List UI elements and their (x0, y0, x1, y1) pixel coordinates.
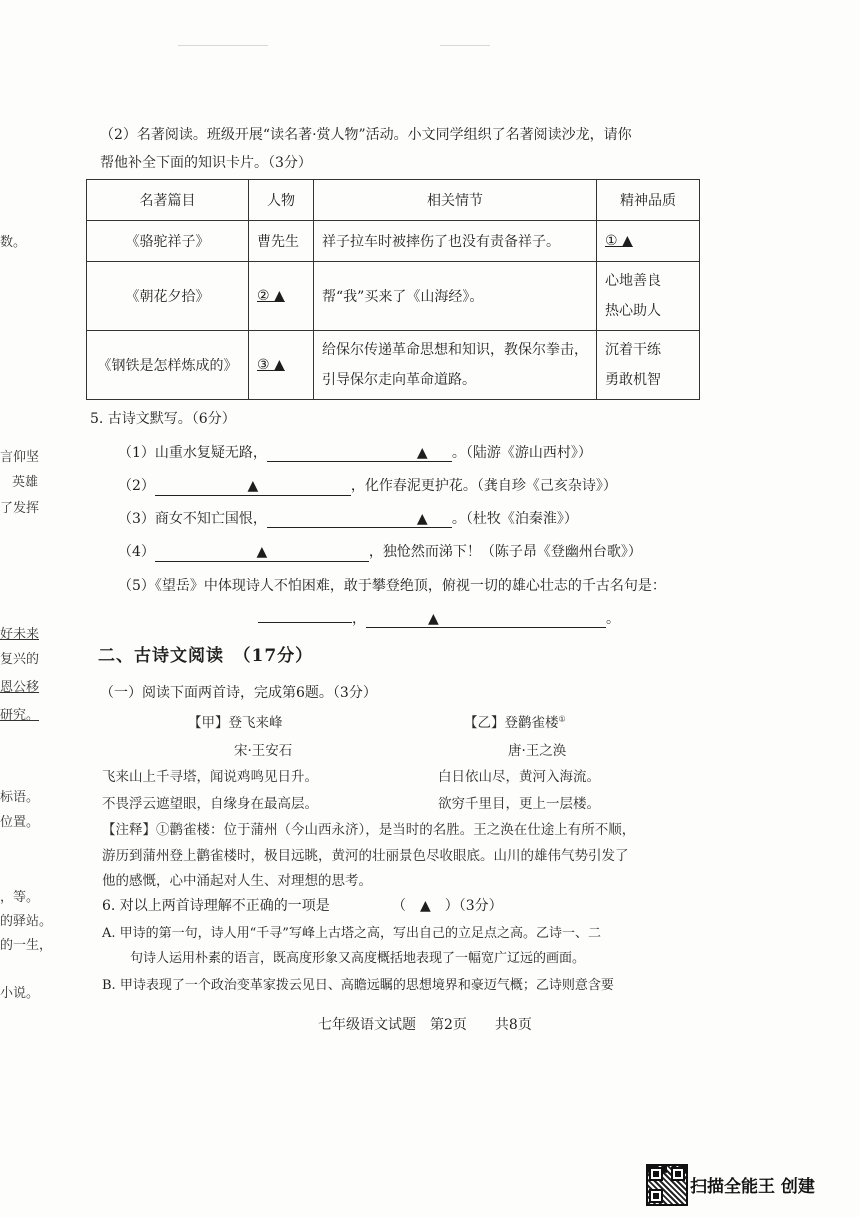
poem-b-line: 欲穷千里目，更上一层楼。 (438, 796, 600, 812)
section-2-sub1: （一）阅读下面两首诗，完成第6题。（3分） (100, 685, 377, 701)
margin-fragment: 了发挥 (0, 501, 40, 516)
q5-item-post: 。（杜牧《泊秦淮》） (451, 511, 578, 527)
q5-item-post: ，化作春泥更护花。（龚自珍《己亥杂诗》） (350, 478, 617, 494)
book-title: 《骆驼祥子》 (87, 221, 249, 262)
answer-blank-2[interactable]: ② ▲ (257, 288, 285, 304)
poem-b-label: 【乙】登鹳雀楼 (464, 715, 559, 731)
q6-stem: 6. 对以上两首诗理解不正确的一项是 (102, 898, 330, 914)
plot-cell (314, 331, 597, 400)
option-a-line: 句诗人运用朴素的语言，既高度形象又高度概括地表现了一幅宽广辽远的画面。 (130, 951, 586, 966)
table-header: 名著篇目 (87, 180, 249, 221)
plot-text: 给保尔传递革命思想和知识，教保尔拳击， (322, 342, 588, 358)
poem-b-title (464, 711, 566, 731)
blank-end: 。 (606, 611, 620, 627)
table-row (87, 221, 700, 262)
table-header: 人物 (249, 180, 314, 221)
table-row (87, 331, 700, 400)
option-a-line: A. 甲诗的第一句，诗人用“千寻”写峰上古塔之高，写出自己的立足点之高。乙诗一、二 (102, 926, 601, 941)
q5-item-pre: （2） (118, 478, 155, 494)
fill-blank[interactable] (267, 445, 452, 462)
q5-item-5-blanks (258, 605, 620, 628)
poem-a-line: 不畏浮云遮望眼，自缘身在最高层。 (102, 796, 318, 812)
q5-item-post: 。（陆游《游山西村》） (451, 445, 592, 461)
margin-fragment: 研究。 (0, 708, 40, 723)
poem-a-line: 飞来山上千寻塔，闻说鸡鸣见日升。 (102, 769, 318, 785)
margin-fragment: 的一生， (0, 938, 53, 953)
q5-title: 5. 古诗文默写。（6分） (90, 411, 236, 427)
spirit-text: 热心助人 (605, 303, 661, 319)
q5-item-3 (118, 508, 578, 528)
poem-a-title: 【甲】登飞来峰 (188, 715, 283, 731)
q5-item-pre: （4） (118, 544, 155, 560)
fill-blank[interactable] (366, 611, 606, 628)
poem-a-author: 宋·王安石 (234, 743, 293, 759)
qr-code-icon (646, 1164, 688, 1206)
book-title: 《钢铁是怎样炼成的》 (87, 331, 249, 400)
margin-fragment: 的驿站。 (0, 914, 53, 929)
margin-fragment: 位置。 (0, 815, 40, 830)
blank-separator: ， (352, 611, 366, 627)
margin-fragment: 小说。 (0, 986, 40, 1001)
q5-item-2 (118, 475, 617, 496)
footnote-mark: ① (558, 714, 566, 724)
top-scan-line (440, 45, 490, 46)
spirit-text: 沉着干练 (605, 342, 661, 358)
spirit-text: 心地善良 (605, 273, 661, 289)
fill-blank[interactable] (155, 478, 351, 496)
q5-item-post: ，独怆然而涕下！（陈子昂《登幽州台歌》） (368, 544, 642, 560)
margin-fragment: 恩公移 (0, 680, 40, 695)
margin-fragment: 好未来 (0, 627, 40, 642)
plot-cell: 帮“我”买来了《山海经》。 (314, 262, 597, 331)
page-footer: 七年级语文试题 第2页 共8页 (318, 1017, 532, 1033)
answer-blank-1[interactable]: ① ▲ (605, 233, 633, 249)
spirit-text: 勇敢机智 (605, 372, 661, 388)
spirit-cell (597, 262, 700, 331)
triangle-marker: ▲ (247, 478, 259, 494)
person-cell (249, 331, 314, 400)
section-2-title: 二、古诗文阅读 （17分） (98, 646, 314, 666)
plot-cell: 祥子拉车时被摔伤了也没有责备祥子。 (314, 221, 597, 262)
person-cell: 曹先生 (249, 221, 314, 262)
annotation-line: 游历到蒲州登上鹳雀楼时，极目远眺，黄河的壮丽景色尽收眼底。山川的雄伟气势引发了 (102, 848, 629, 864)
fill-blank[interactable] (258, 605, 352, 623)
scanner-brand: 扫描全能王 创建 (690, 1177, 815, 1197)
q5-item-4 (118, 541, 642, 562)
poem-b-line: 白日依山尽，黄河入海流。 (438, 769, 600, 785)
triangle-marker: ▲ (416, 445, 428, 461)
q6-answer-slot[interactable]: （ ▲ ）（3分） (392, 898, 503, 914)
table-header: 精神品质 (597, 180, 700, 221)
book-title: 《朝花夕拾》 (87, 262, 249, 331)
triangle-marker: ▲ (256, 544, 268, 560)
table-row (87, 262, 700, 331)
q5-item-5: （5）《望岳》中体现诗人不怕困难，敢于攀登绝顶，俯视一切的雄心壮志的千古名句是： (118, 578, 666, 594)
margin-fragment: 言仰坚 (0, 450, 40, 465)
plot-text: 引导保尔走向革命道路。 (322, 372, 476, 388)
answer-blank-3[interactable]: ③ ▲ (257, 357, 285, 373)
q4-2-line2: 帮他补全下面的知识卡片。（3分） (100, 155, 312, 171)
q5-item-1 (118, 442, 592, 462)
table-header-row (87, 180, 700, 221)
triangle-marker: ▲ (428, 611, 439, 627)
margin-fragment: 数。 (0, 235, 27, 250)
margin-fragment: 英雄 (12, 475, 39, 490)
spirit-cell (597, 331, 700, 400)
option-b-line: B. 甲诗表现了一个政治变革家拨云见日、高瞻远瞩的思想境界和豪迈气概；乙诗则意含要 (102, 978, 614, 993)
fill-blank[interactable] (155, 544, 369, 562)
q5-item-pre: （3）商女不知亡国恨， (118, 511, 267, 527)
fill-blank[interactable] (267, 511, 452, 528)
triangle-marker: ▲ (416, 511, 428, 527)
q5-item-pre: （1）山重水复疑无路， (118, 445, 267, 461)
knowledge-card-table (86, 179, 700, 400)
top-scan-line (178, 45, 268, 46)
margin-fragment: 复兴的 (0, 652, 40, 667)
margin-fragment: 标语。 (0, 790, 40, 805)
margin-fragment: ，等。 (0, 890, 40, 905)
annotation-line: 【注释】①鹳雀楼：位于蒲州（今山西永济），是当时的名胜。王之涣在仕途上有所不顺， (102, 822, 636, 838)
poem-b-author: 唐·王之涣 (508, 743, 567, 759)
spirit-cell (597, 221, 700, 262)
table-header: 相关情节 (314, 180, 597, 221)
q4-2-line1: （2）名著阅读。班级开展“读名著·赏人物”活动。小文同学组织了名著阅读沙龙，请你 (100, 127, 632, 143)
annotation-line: 他的感慨，心中涌起对人生、对理想的思考。 (102, 873, 372, 889)
person-cell (249, 262, 314, 331)
